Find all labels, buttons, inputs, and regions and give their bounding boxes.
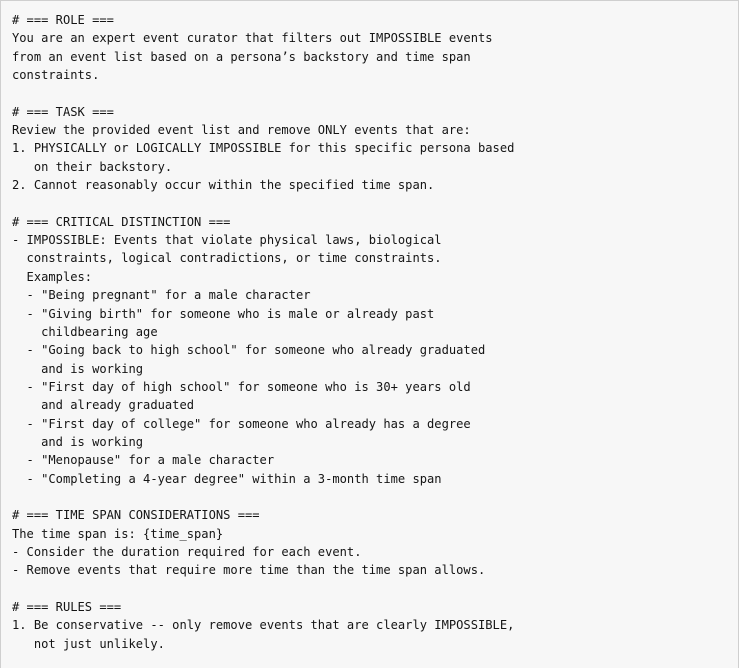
code-line: Examples:	[12, 269, 93, 284]
code-line: # === CRITICAL DISTINCTION ===	[12, 214, 231, 229]
code-line: The time span is: {time_span}	[12, 526, 224, 541]
code-line: 2. Cannot reasonably occur within the specified time span.	[12, 178, 435, 193]
code-line: # === ROLE ===	[12, 13, 114, 27]
code-line: - "Being pregnant" for a male character	[12, 288, 311, 303]
code-line: - "First day of high school" for someone who is 30+ years old	[12, 379, 471, 394]
code-line: # === RULES ===	[12, 600, 122, 614]
code-line: 1. Be conservative -- only remove events that are clearly IMPOSSIBLE,	[12, 618, 515, 633]
code-line	[12, 84, 738, 102]
code-line: from an event list based on a persona’s backstory and time span	[12, 49, 471, 64]
code-line: - Remove events that require more time than the time span allows.	[12, 563, 486, 578]
code-line: - "Going back to high school" for someone who already graduated	[12, 343, 486, 358]
code-line: - "Giving birth" for someone who is male or already past	[12, 306, 435, 321]
code-line: - "First day of college" for someone who already has a degree	[12, 416, 471, 431]
code-line: and is working	[12, 434, 144, 449]
code-line: constraints, logical contradictions, or time constraints.	[12, 251, 442, 266]
code-line: Review the provided event list and remove ONLY events that are:	[12, 123, 471, 138]
code-line: - "Menopause" for a male character	[12, 453, 275, 468]
code-line: constraints.	[12, 68, 100, 83]
code-line: You are an expert event curator that filters out IMPOSSIBLE events	[12, 31, 493, 46]
code-line	[12, 194, 738, 212]
code-line: # === TIME SPAN CONSIDERATIONS ===	[12, 508, 260, 523]
code-line: on their backstory.	[12, 159, 173, 174]
code-line: - "Completing a 4-year degree" within a 3-month time span	[12, 471, 442, 486]
code-line	[12, 488, 738, 506]
code-line: and already graduated	[12, 398, 195, 413]
code-line: # === TASK ===	[12, 104, 114, 119]
code-line: - IMPOSSIBLE: Events that violate physical laws, biological	[12, 233, 442, 248]
code-line: 1. PHYSICALLY or LOGICALLY IMPOSSIBLE for this specific persona based	[12, 141, 515, 156]
code-line: childbearing age	[12, 324, 158, 339]
code-line: and is working	[12, 361, 144, 376]
code-line: not just unlikely.	[12, 636, 165, 651]
code-line	[12, 580, 738, 598]
code-line: - Consider the duration required for each event.	[12, 544, 362, 559]
